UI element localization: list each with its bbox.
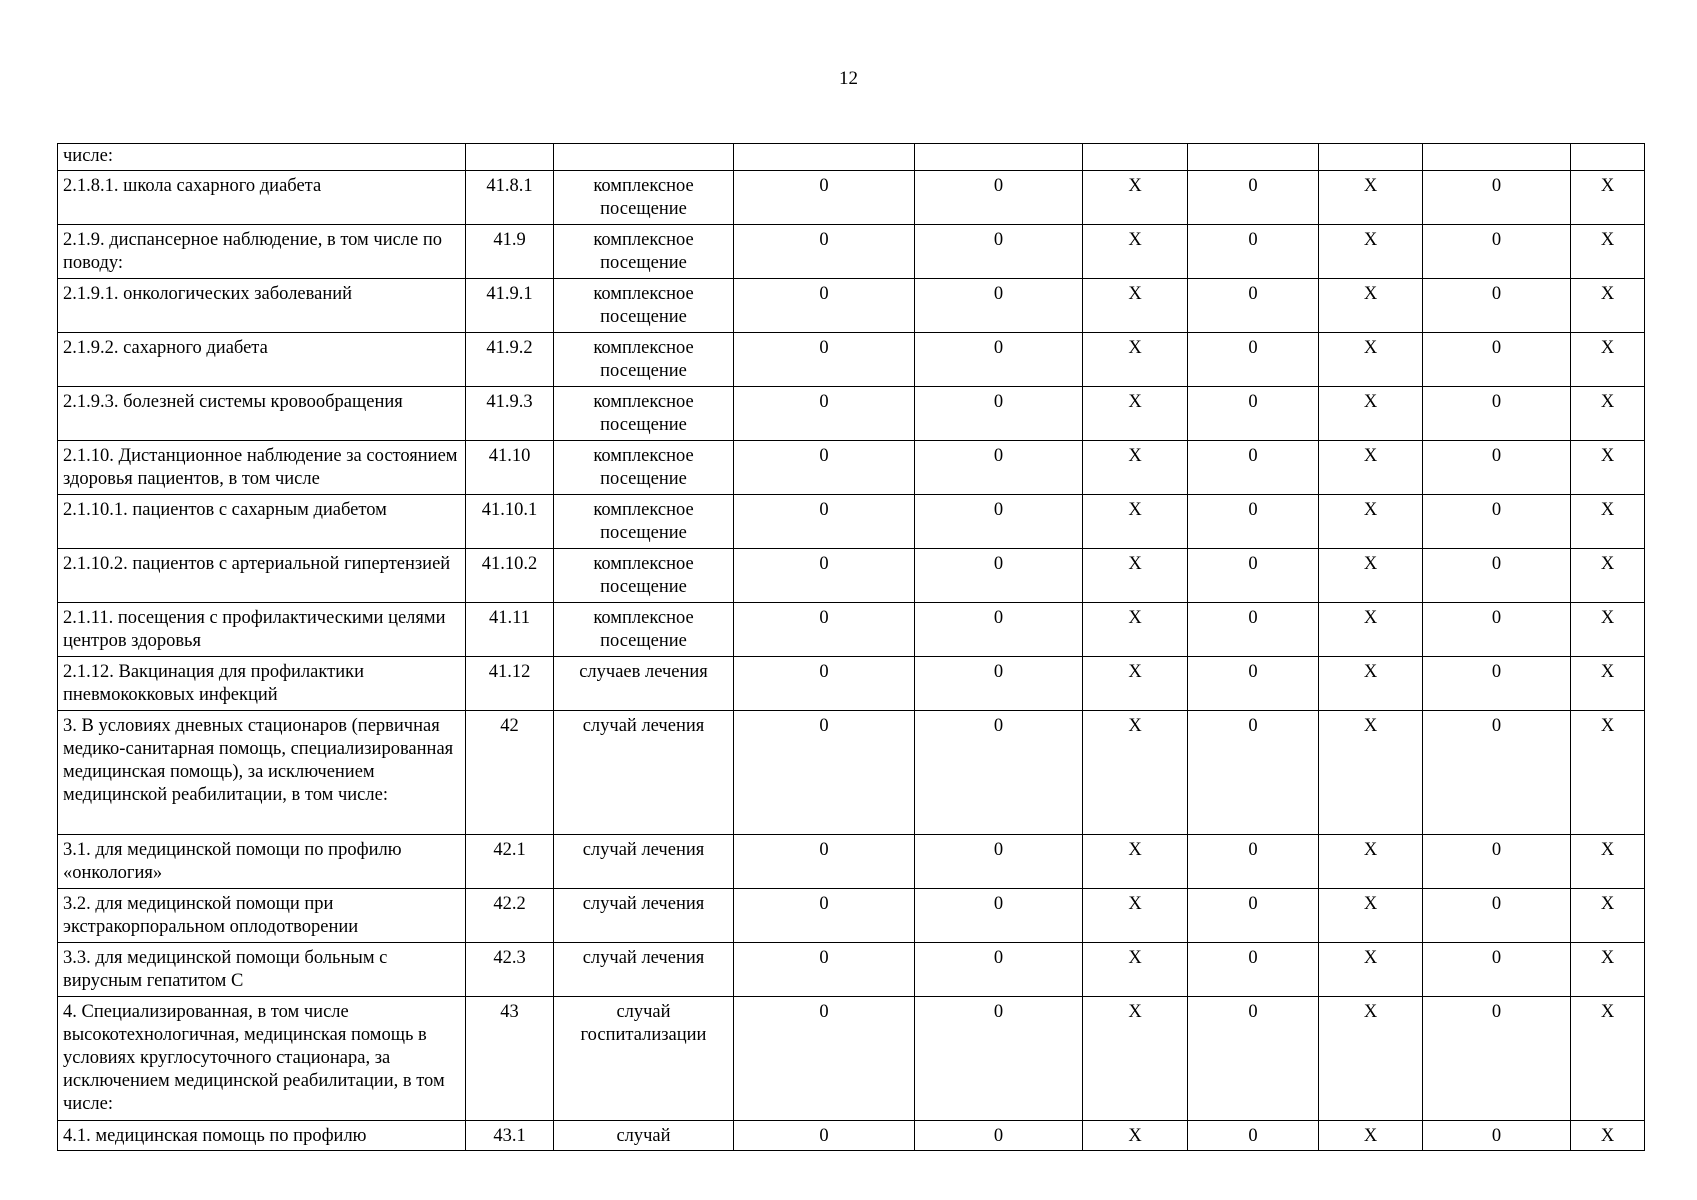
row-value-4: 0: [1188, 1121, 1319, 1151]
row-name: 3.1. для медицинской помощи по профилю «онкология»: [58, 835, 466, 889]
row-value-5: Х: [1319, 603, 1423, 657]
row-value-4: 0: [1188, 495, 1319, 549]
row-value-6: 0: [1423, 603, 1571, 657]
row-unit: [554, 144, 734, 171]
row-name: 2.1.9. диспансерное наблюдение, в том числе по поводу:: [58, 225, 466, 279]
row-value-1: 0: [734, 333, 915, 387]
row-value-3: Х: [1083, 225, 1188, 279]
row-value-6: 0: [1423, 943, 1571, 997]
row-value-5: Х: [1319, 943, 1423, 997]
table-row: [58, 333, 1645, 387]
row-value-4: 0: [1188, 549, 1319, 603]
row-name: 2.1.10.1. пациентов с сахарным диабетом: [58, 495, 466, 549]
row-code: 41.10.1: [466, 495, 554, 549]
row-value-1: 0: [734, 889, 915, 943]
table-row: [58, 495, 1645, 549]
row-value-1: 0: [734, 603, 915, 657]
row-value-1: 0: [734, 835, 915, 889]
row-value-7: Х: [1571, 225, 1645, 279]
table-row: [58, 1121, 1645, 1151]
table-row: [58, 997, 1645, 1121]
row-unit: случай лечения: [554, 711, 734, 835]
row-value-4: 0: [1188, 889, 1319, 943]
row-unit: комплексное посещение: [554, 549, 734, 603]
table-row: [58, 171, 1645, 225]
row-code: [466, 144, 554, 171]
table-row: [58, 603, 1645, 657]
table-row: [58, 144, 1645, 171]
row-value-3: Х: [1083, 997, 1188, 1121]
row-value-3: Х: [1083, 657, 1188, 711]
row-code: 43.1: [466, 1121, 554, 1151]
row-unit: комплексное посещение: [554, 441, 734, 495]
row-name: 2.1.9.2. сахарного диабета: [58, 333, 466, 387]
row-name: 2.1.9.3. болезней системы кровообращения: [58, 387, 466, 441]
row-value-3: Х: [1083, 943, 1188, 997]
row-value-6: 0: [1423, 279, 1571, 333]
row-value-3: Х: [1083, 603, 1188, 657]
row-code: 43: [466, 997, 554, 1121]
page-number: 12: [839, 68, 858, 89]
row-value-2: 0: [915, 1121, 1083, 1151]
row-unit: случаев лечения: [554, 657, 734, 711]
row-name: 3.2. для медицинской помощи при экстракорпоральном оплодотворении: [58, 889, 466, 943]
row-unit: случай: [554, 1121, 734, 1151]
data-table: [57, 143, 1645, 1151]
row-value-5: Х: [1319, 835, 1423, 889]
row-value-3: Х: [1083, 279, 1188, 333]
row-value-2: 0: [915, 997, 1083, 1121]
row-value-2: 0: [915, 279, 1083, 333]
row-value-1: 0: [734, 549, 915, 603]
row-value-2: 0: [915, 711, 1083, 835]
row-value-3: Х: [1083, 495, 1188, 549]
table-row: [58, 549, 1645, 603]
table-row: [58, 387, 1645, 441]
row-name: 4. Специализированная, в том числе высокотехнологичная, медицинская помощь в условиях круглосуточного стационара, за исключением медицинской реабилитации, в том числе:: [58, 997, 466, 1121]
table-row: [58, 943, 1645, 997]
table-row: [58, 225, 1645, 279]
row-value-4: 0: [1188, 171, 1319, 225]
row-unit: комплексное посещение: [554, 171, 734, 225]
row-value-3: Х: [1083, 835, 1188, 889]
row-value-1: [734, 144, 915, 171]
row-value-6: 0: [1423, 495, 1571, 549]
row-value-3: Х: [1083, 711, 1188, 835]
row-name: 2.1.9.1. онкологических заболеваний: [58, 279, 466, 333]
row-value-5: Х: [1319, 279, 1423, 333]
table-row: [58, 835, 1645, 889]
row-value-1: 0: [734, 943, 915, 997]
row-name: 2.1.10. Дистанционное наблюдение за состоянием здоровья пациентов, в том числе: [58, 441, 466, 495]
row-value-7: Х: [1571, 711, 1645, 835]
row-value-1: 0: [734, 495, 915, 549]
row-value-1: 0: [734, 225, 915, 279]
row-value-1: 0: [734, 711, 915, 835]
row-value-3: Х: [1083, 889, 1188, 943]
row-value-7: [1571, 144, 1645, 171]
row-value-5: Х: [1319, 171, 1423, 225]
row-unit: комплексное посещение: [554, 387, 734, 441]
row-value-3: Х: [1083, 441, 1188, 495]
row-value-6: 0: [1423, 997, 1571, 1121]
row-value-5: Х: [1319, 711, 1423, 835]
row-value-7: Х: [1571, 657, 1645, 711]
row-value-4: 0: [1188, 711, 1319, 835]
row-value-4: 0: [1188, 225, 1319, 279]
row-value-5: Х: [1319, 495, 1423, 549]
row-value-5: Х: [1319, 333, 1423, 387]
row-value-5: Х: [1319, 1121, 1423, 1151]
row-value-2: 0: [915, 549, 1083, 603]
row-value-6: 0: [1423, 889, 1571, 943]
row-name: числе:: [58, 144, 466, 171]
row-value-2: 0: [915, 333, 1083, 387]
row-value-4: 0: [1188, 603, 1319, 657]
table-row: [58, 657, 1645, 711]
row-value-4: 0: [1188, 279, 1319, 333]
row-value-5: [1319, 144, 1423, 171]
row-code: 41.9.1: [466, 279, 554, 333]
row-value-5: Х: [1319, 657, 1423, 711]
row-value-1: 0: [734, 997, 915, 1121]
row-value-6: 0: [1423, 387, 1571, 441]
row-value-7: Х: [1571, 495, 1645, 549]
table-row: [58, 441, 1645, 495]
row-code: 42.1: [466, 835, 554, 889]
row-value-5: Х: [1319, 225, 1423, 279]
row-value-7: Х: [1571, 835, 1645, 889]
row-code: 41.11: [466, 603, 554, 657]
row-value-6: 0: [1423, 441, 1571, 495]
row-value-6: 0: [1423, 835, 1571, 889]
row-unit: комплексное посещение: [554, 495, 734, 549]
row-value-1: 0: [734, 657, 915, 711]
row-value-5: Х: [1319, 441, 1423, 495]
row-value-2: 0: [915, 603, 1083, 657]
row-value-4: 0: [1188, 835, 1319, 889]
row-value-7: Х: [1571, 279, 1645, 333]
row-name: 2.1.10.2. пациентов с артериальной гипертензией: [58, 549, 466, 603]
row-value-6: 0: [1423, 657, 1571, 711]
row-value-3: Х: [1083, 387, 1188, 441]
row-value-3: Х: [1083, 171, 1188, 225]
row-value-7: Х: [1571, 171, 1645, 225]
row-value-5: Х: [1319, 387, 1423, 441]
row-value-6: [1423, 144, 1571, 171]
row-value-7: Х: [1571, 549, 1645, 603]
row-value-3: [1083, 144, 1188, 171]
row-code: 42.2: [466, 889, 554, 943]
row-value-4: 0: [1188, 657, 1319, 711]
row-code: 41.10: [466, 441, 554, 495]
row-value-6: 0: [1423, 549, 1571, 603]
row-value-6: 0: [1423, 171, 1571, 225]
row-unit: случай лечения: [554, 943, 734, 997]
row-value-7: Х: [1571, 889, 1645, 943]
row-unit: комплексное посещение: [554, 603, 734, 657]
row-value-4: 0: [1188, 387, 1319, 441]
row-unit: комплексное посещение: [554, 279, 734, 333]
row-value-2: 0: [915, 943, 1083, 997]
row-unit: случай госпитализации: [554, 997, 734, 1121]
row-unit: случай лечения: [554, 835, 734, 889]
row-value-3: Х: [1083, 549, 1188, 603]
row-value-4: [1188, 144, 1319, 171]
row-name: 2.1.12. Вакцинация для профилактики пневмококковых инфекций: [58, 657, 466, 711]
row-value-1: 0: [734, 1121, 915, 1151]
row-value-4: 0: [1188, 997, 1319, 1121]
row-value-7: Х: [1571, 387, 1645, 441]
row-value-2: 0: [915, 835, 1083, 889]
row-value-7: Х: [1571, 333, 1645, 387]
row-unit: случай лечения: [554, 889, 734, 943]
row-code: 42.3: [466, 943, 554, 997]
row-value-6: 0: [1423, 1121, 1571, 1151]
row-value-3: Х: [1083, 333, 1188, 387]
row-value-2: [915, 144, 1083, 171]
row-value-7: Х: [1571, 997, 1645, 1121]
row-value-6: 0: [1423, 711, 1571, 835]
row-value-1: 0: [734, 387, 915, 441]
row-value-5: Х: [1319, 549, 1423, 603]
table-row: [58, 711, 1645, 835]
row-value-2: 0: [915, 171, 1083, 225]
row-value-2: 0: [915, 387, 1083, 441]
row-value-5: Х: [1319, 889, 1423, 943]
row-value-7: Х: [1571, 441, 1645, 495]
row-unit: комплексное посещение: [554, 225, 734, 279]
row-name: 3.3. для медицинской помощи больным с вирусным гепатитом С: [58, 943, 466, 997]
row-value-7: Х: [1571, 603, 1645, 657]
row-value-2: 0: [915, 225, 1083, 279]
row-name: 2.1.8.1. школа сахарного диабета: [58, 171, 466, 225]
row-code: 41.9.3: [466, 387, 554, 441]
row-code: 41.9.2: [466, 333, 554, 387]
table-row: [58, 279, 1645, 333]
row-value-4: 0: [1188, 441, 1319, 495]
row-value-6: 0: [1423, 225, 1571, 279]
row-value-2: 0: [915, 889, 1083, 943]
row-name: 4.1. медицинская помощь по профилю: [58, 1121, 466, 1151]
row-name: 2.1.11. посещения с профилактическими целями центров здоровья: [58, 603, 466, 657]
row-value-2: 0: [915, 495, 1083, 549]
row-value-1: 0: [734, 279, 915, 333]
table-row: [58, 889, 1645, 943]
row-code: 41.12: [466, 657, 554, 711]
row-value-4: 0: [1188, 333, 1319, 387]
row-value-1: 0: [734, 171, 915, 225]
row-unit: комплексное посещение: [554, 333, 734, 387]
row-code: 42: [466, 711, 554, 835]
row-value-2: 0: [915, 441, 1083, 495]
row-name: 3. В условиях дневных стационаров (первичная медико-санитарная помощь, специализированная медицинская помощь), за исключением медицинской реабилитации, в том числе:: [58, 711, 466, 835]
row-value-1: 0: [734, 441, 915, 495]
row-value-6: 0: [1423, 333, 1571, 387]
row-value-7: Х: [1571, 1121, 1645, 1151]
row-code: 41.10.2: [466, 549, 554, 603]
row-code: 41.8.1: [466, 171, 554, 225]
row-value-4: 0: [1188, 943, 1319, 997]
row-value-3: Х: [1083, 1121, 1188, 1151]
row-value-2: 0: [915, 657, 1083, 711]
row-code: 41.9: [466, 225, 554, 279]
row-value-7: Х: [1571, 943, 1645, 997]
row-value-5: Х: [1319, 997, 1423, 1121]
